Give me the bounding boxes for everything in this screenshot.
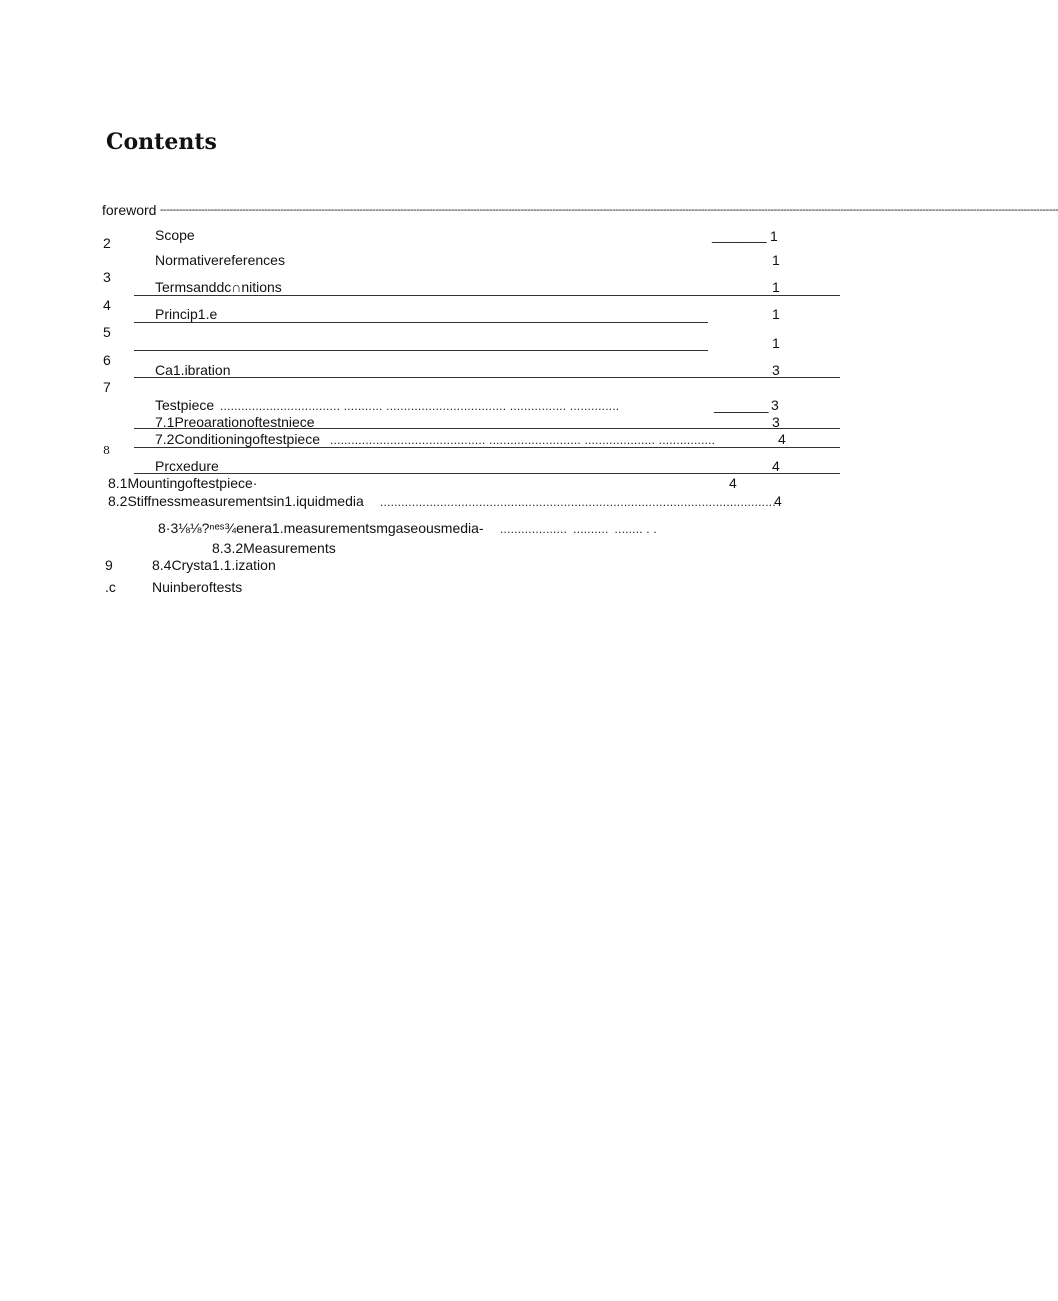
- toc-entry-procedure[interactable]: Prcxedure: [155, 458, 219, 474]
- divider: [134, 350, 708, 351]
- toc-entry-stiffness[interactable]: 8.2Stiffnessmeasurementsin1.iquidmedia: [108, 493, 364, 509]
- toc-page-normative: 1: [772, 252, 780, 268]
- toc-page-mounting: 4: [729, 475, 737, 491]
- divider: [134, 377, 840, 378]
- toc-entry-numberoftests[interactable]: Nuinberoftests: [152, 579, 243, 595]
- toc-entry-crystallization[interactable]: 8.4Crysta1.1.ization: [152, 557, 276, 573]
- toc-page-scope: 1: [770, 228, 778, 244]
- section-number: 5: [103, 324, 111, 340]
- toc-foreword-label: foreword: [102, 202, 157, 218]
- toc-entry-normative[interactable]: Normativereferences: [155, 252, 285, 268]
- toc-entry-general[interactable]: 8·3⅛⅛?ⁿᵉˢ¾enera1.measurementsmgaseousmedia-: [158, 520, 484, 536]
- toc-page-preparation: 3: [772, 414, 780, 430]
- toc-foreword-leader: --------------------------------------------------------------------------------------------------------------------------------------------------------------------------------------------------------------------------------------------------------------------------------------------: [160, 204, 1058, 216]
- toc-page-terms: 1: [772, 279, 780, 295]
- toc-page-principle: 1: [772, 306, 780, 322]
- divider: [134, 295, 840, 296]
- toc-page-testpiece: 3: [771, 397, 779, 413]
- toc-entry-measurements[interactable]: 8.3.2Measurements: [212, 540, 336, 556]
- toc-entry-mounting[interactable]: 8.1Mountingoftestpiece·: [108, 475, 258, 491]
- toc-page-stiffness: 4: [774, 493, 782, 509]
- section-number: 4: [103, 297, 111, 313]
- divider: [134, 428, 840, 429]
- section-number: 3: [103, 269, 111, 285]
- toc-page-conditioning: 4: [778, 431, 786, 447]
- toc-entry-terms[interactable]: Termsanddc∩nitions: [155, 279, 282, 295]
- divider: [134, 473, 840, 474]
- toc-entry-principle[interactable]: Princip1.e: [155, 306, 218, 322]
- section-number: .c: [105, 579, 116, 595]
- section-number: 2: [103, 235, 111, 251]
- page-title: Contents: [106, 129, 217, 155]
- toc-leader-testpiece-line: _______: [714, 397, 769, 413]
- toc-page-blank: 1: [772, 335, 780, 351]
- divider: [134, 322, 708, 323]
- toc-leader-conditioning: ............................................ .......................... .................... ................: [330, 433, 716, 447]
- toc-leader-scope: _______: [712, 227, 767, 243]
- toc-entry-calibration[interactable]: Ca1.ibration: [155, 362, 231, 378]
- section-number: 6: [103, 352, 111, 368]
- toc-leader-stiffness: ................................................................................................................: [380, 495, 776, 509]
- toc-entry-testpiece[interactable]: Testpiece: [155, 397, 215, 413]
- section-number: 7: [103, 379, 111, 395]
- divider: [134, 447, 840, 448]
- toc-page-calibration: 3: [772, 362, 780, 378]
- toc-entry-preparation[interactable]: 7.1Preoarationoftestniece: [155, 414, 315, 430]
- section-number: 9: [105, 557, 113, 573]
- toc-leader-testpiece: .................................. ........... .................................. ................ ..............: [220, 399, 620, 413]
- toc-page-procedure: 4: [772, 458, 780, 474]
- toc-entry-conditioning[interactable]: 7.2Conditioningoftestpiece: [155, 431, 321, 447]
- section-number: 8: [103, 444, 110, 457]
- toc-leader-general: ................... .......... ........ . .: [500, 522, 657, 536]
- toc-entry-scope[interactable]: Scope: [155, 227, 195, 243]
